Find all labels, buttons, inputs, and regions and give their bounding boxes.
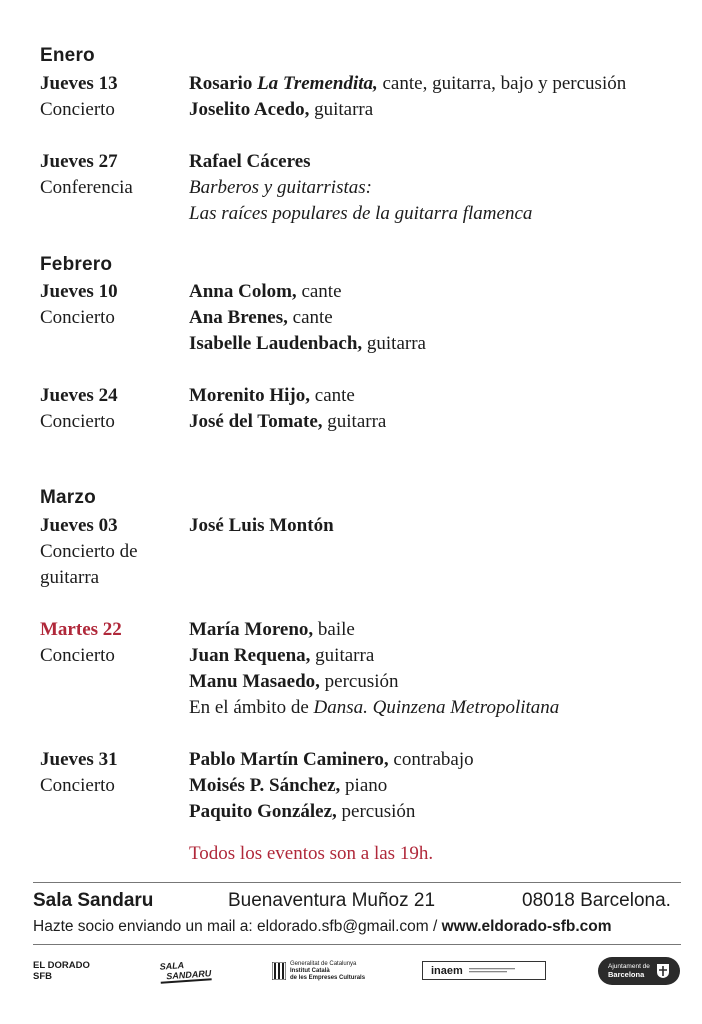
event-date-block <box>40 279 180 331</box>
event-day: Jueves 31 <box>40 749 118 770</box>
performer-line <box>189 773 689 799</box>
performer-name: María Moreno, <box>189 619 314 640</box>
el-dorado-logo-line1: EL DORADO <box>33 960 90 971</box>
performer-role: cante <box>296 281 342 302</box>
performer-name: La Tremendita, <box>257 73 378 94</box>
sala-sandaru-logo-line1: SALA <box>159 960 185 972</box>
event-kind: Concierto <box>40 307 115 328</box>
performer-line <box>189 747 689 773</box>
event-performers <box>189 149 689 227</box>
performer-role: contrabajo <box>388 749 474 770</box>
performer-line <box>189 279 689 305</box>
generalitat-logo <box>272 956 365 986</box>
generalitat-logo-line3: de les Empreses Culturals <box>290 974 366 981</box>
performer-name: Isabelle Laudenbach, <box>189 333 363 354</box>
performer-role: cante <box>310 385 355 406</box>
performer-line <box>189 799 689 825</box>
performer-line <box>189 97 689 123</box>
performer-name: Joselito Acedo, <box>189 99 310 120</box>
performer-role: baile <box>313 619 355 640</box>
inaem-logo-text: inaem <box>431 964 463 977</box>
contact-text: Hazte socio enviando un mail a: eldorado.sfb@gmail.com / <box>33 918 442 935</box>
performer-line <box>189 305 689 331</box>
performer-name: Moisés P. Sánchez, <box>189 775 341 796</box>
event-day: Jueves 10 <box>40 281 118 302</box>
event-day: Jueves 03 <box>40 515 118 536</box>
performer-name: José Luis Montón <box>189 515 334 536</box>
event-day: Jueves 27 <box>40 151 118 172</box>
el-dorado-logo <box>33 956 90 986</box>
performer-line <box>189 409 689 435</box>
performer-role: guitarra <box>362 333 426 354</box>
performer-role: guitarra <box>310 645 375 666</box>
generalitat-logo-line1: Generalitat de Catalunya <box>290 960 357 967</box>
performer-role: guitarra <box>322 411 387 432</box>
event-kind: Concierto <box>40 645 115 666</box>
ajuntament-barcelona-logo <box>598 957 680 985</box>
schedule-time-note: Todos los eventos son a las 19h. <box>189 843 434 864</box>
performer-name: Paquito González, <box>189 801 337 822</box>
event-kind: Concierto <box>40 411 115 432</box>
event-performers <box>189 513 689 539</box>
generalitat-shield-icon <box>272 962 286 980</box>
sala-sandaru-logo-line2: SANDARU <box>160 968 212 984</box>
ajuntament-logo-line2: Barcelona <box>608 970 645 979</box>
performer-role: cante, guitarra, bajo y percusión <box>377 73 627 94</box>
generalitat-logo-line2: Institut Català <box>290 967 330 974</box>
performer-role: guitarra <box>309 99 374 120</box>
performer-name: Ana Brenes, <box>189 307 288 328</box>
performer-line <box>189 513 689 539</box>
performer-name: Rosario <box>189 73 258 94</box>
inaem-fine-print-icon <box>469 967 519 975</box>
venue-name: Sala Sandaru <box>33 890 154 911</box>
performer-role: percusión <box>336 801 416 822</box>
event-performers <box>189 747 689 825</box>
performer-line <box>189 643 689 669</box>
performer-line <box>189 617 689 643</box>
performer-role: percusión <box>319 671 399 692</box>
performer-line <box>189 71 689 97</box>
footer-divider-bottom <box>33 944 681 945</box>
event-performers <box>189 279 689 357</box>
performer-line <box>189 669 689 695</box>
performer-line <box>189 331 689 357</box>
performer-name: José del Tomate, <box>189 411 323 432</box>
month-header-enero: Enero <box>40 45 95 66</box>
performer-line <box>189 201 689 227</box>
event-date-block <box>40 383 180 435</box>
event-day: Jueves 24 <box>40 385 118 406</box>
month-header-febrero: Febrero <box>40 254 113 275</box>
event-date-block <box>40 617 180 669</box>
performer-line <box>189 149 689 175</box>
performer-name: Manu Masaedo, <box>189 671 320 692</box>
event-kind: Concierto <box>40 99 115 120</box>
event-kind: Concierto <box>40 775 115 796</box>
performer-name: Rafael Cáceres <box>189 151 311 172</box>
event-kind-line-2: guitarra <box>40 567 100 588</box>
performer-name: Anna Colom, <box>189 281 297 302</box>
event-kind: Conferencia <box>40 177 133 198</box>
event-performers <box>189 383 689 435</box>
event-title-text: Barberos y guitarristas: <box>189 177 372 198</box>
event-title-text: Las raíces populares de la guitarra flamenca <box>189 203 533 224</box>
venue-city: 08018 Barcelona. <box>522 890 671 911</box>
event-day: Jueves 13 <box>40 73 118 94</box>
event-kind: Concierto de <box>40 541 138 562</box>
performer-line <box>189 695 689 721</box>
footer-divider-top <box>33 882 681 883</box>
event-performers <box>189 71 689 123</box>
event-title-text: Dansa. Quinzena Metropolitana <box>313 697 560 718</box>
venue-address: Buenaventura Muñoz 21 <box>228 890 436 911</box>
barcelona-shield-icon <box>656 963 670 979</box>
performer-name: Morenito Hijo, <box>189 385 311 406</box>
sala-sandaru-logo <box>159 954 212 987</box>
event-performers <box>189 617 689 721</box>
event-day-highlighted: Martes 22 <box>40 619 122 640</box>
performer-name: Pablo Martín Caminero, <box>189 749 389 770</box>
ajuntament-logo-line1: Ajuntament de <box>608 963 650 970</box>
membership-contact <box>33 918 612 936</box>
performer-line <box>189 175 689 201</box>
month-header-marzo: Marzo <box>40 487 96 508</box>
event-date-block <box>40 149 180 201</box>
website-link[interactable]: www.eldorado-sfb.com <box>441 918 612 935</box>
performer-line <box>189 383 689 409</box>
inaem-logo <box>422 961 546 980</box>
event-date-block <box>40 71 180 123</box>
event-date-block <box>40 513 180 591</box>
performer-role: piano <box>340 775 388 796</box>
event-date-block <box>40 747 180 799</box>
el-dorado-logo-line2: SFB <box>33 971 52 982</box>
performer-role: En el ámbito de <box>189 697 314 718</box>
performer-name: Juan Requena, <box>189 645 311 666</box>
performer-role: cante <box>287 307 333 328</box>
